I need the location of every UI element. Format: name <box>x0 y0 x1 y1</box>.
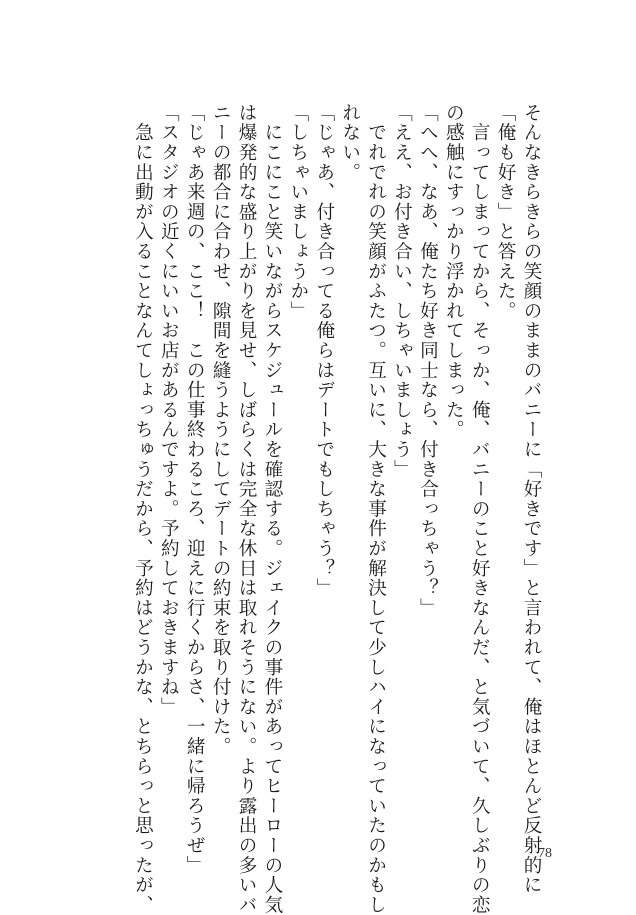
text-line: れない。 <box>339 103 361 183</box>
text-line: 「俺も好き」と答えた。 <box>495 103 517 321</box>
text-line: 「ええ、お付き合い、しちゃいましょう」 <box>391 103 413 480</box>
text-line: 「スタジオの近くにいいお店があるんですよ。予約しておきますね」 <box>158 103 180 717</box>
text-line: 「じゃあ来週の、ここ！ この仕事終わるころ、迎えに行くからさ、一緒に帰ろうぜ」 <box>184 103 206 876</box>
text-line: 言ってしまってから、そっか、俺、バニーのこと好きなんだ、と気づいて、久しぶりの恋 <box>469 103 491 915</box>
text-line: 「しちゃいましょうか」 <box>287 103 309 321</box>
text-line: そんなきらきらの笑顔のままのバニーに「好きです」と言われて、俺はほとんど反射的に <box>521 103 542 895</box>
text-line: は爆発的な盛り上がりを見せ、しばらくは完全な休日は取れそうにない。より露出の多いバ <box>236 103 258 915</box>
text-line: 「じゃあ、付き合ってる俺らはデートでもしちゃう？」 <box>313 103 335 598</box>
text-line: にこにこと笑いながらスケジュールを確認する。ジェイクの事件があってヒーローの人気 <box>261 103 283 915</box>
text-line: ニーの都合に合わせ、隙間を縫うようにしてデートの約束を取り付けた。 <box>210 103 232 757</box>
text-line: の感触にすっかり浮かれてしまった。 <box>443 103 465 440</box>
vertical-text-block <box>104 103 544 915</box>
page-number: 78 <box>538 846 552 861</box>
text-line: でれでれの笑顔がふたつ。互いに、大きな事件が解決して少しハイになっていたのかもし <box>365 103 387 915</box>
text-line: 急に出動が入ることなんてしょっちゅうだから、予約はどうかな、とちらっと思ったが、 <box>132 103 154 915</box>
text-line: 「へへ、なあ、俺たち好き同士なら、付き合っちゃう？」 <box>417 103 439 618</box>
